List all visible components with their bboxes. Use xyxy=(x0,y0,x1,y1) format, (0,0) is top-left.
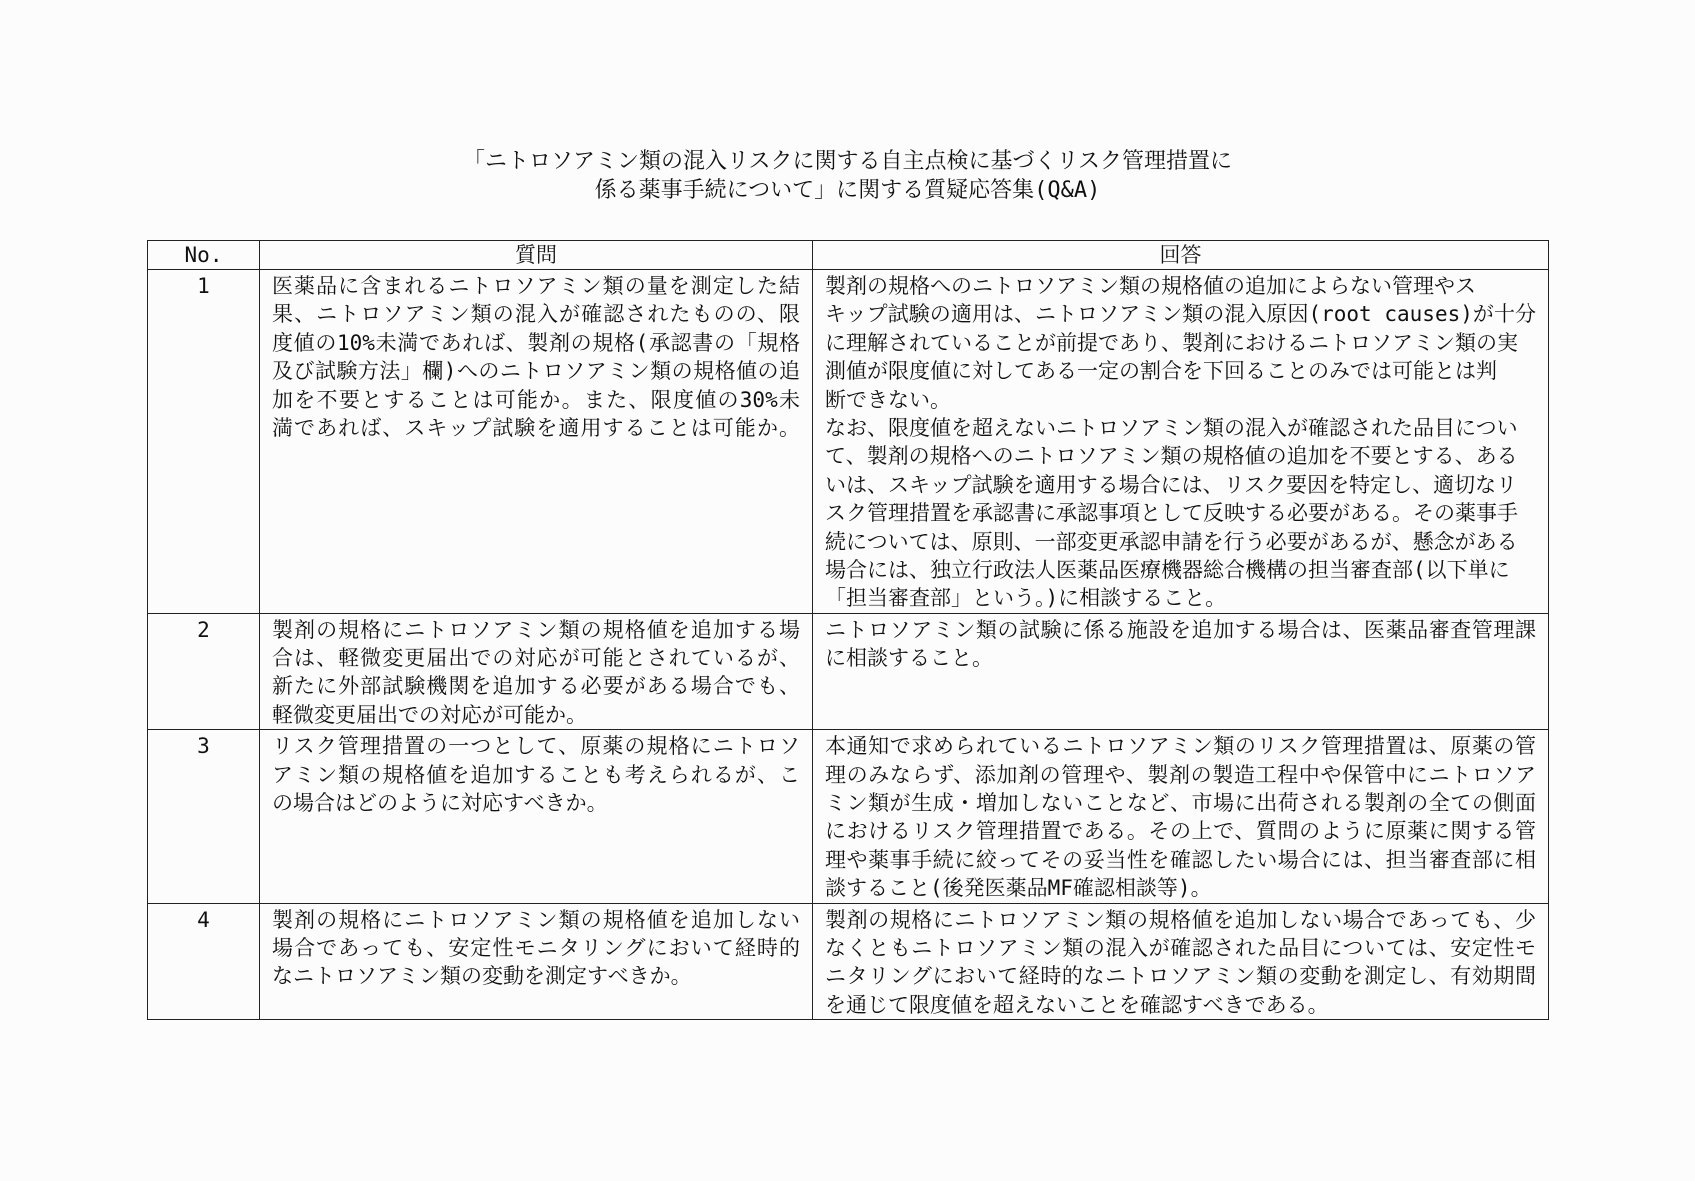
question-text-line: 医薬品に含まれるニトロソアミン類の量を測定した結 xyxy=(272,274,800,298)
answer-text-line: 続については、原則、一部変更承認申請を行う必要があるが、懸念がある xyxy=(825,529,1518,554)
row-number: 4 xyxy=(148,903,260,1020)
question-text-line: 製剤の規格にニトロソアミン類の規格値を追加する場 xyxy=(272,617,800,642)
answer-cell xyxy=(813,730,1549,903)
header-question: 質問 xyxy=(260,241,813,270)
table-header-row xyxy=(148,241,1549,270)
question-text-line: 度値の10%未満であれば、製剤の規格(承認書の「規格 xyxy=(272,330,800,355)
table-row xyxy=(148,730,1549,903)
question-cell xyxy=(260,270,813,614)
answer-text-line: ニトロソアミン類の試験に係る施設を追加する場合は、医薬品審査管理課 xyxy=(825,617,1536,642)
answer-text-line: なお、限度値を超えないニトロソアミン類の混入が確認された品目につい xyxy=(825,415,1518,440)
question-text-line: リスク管理措置の一つとして、原薬の規格にニトロソ xyxy=(272,734,800,759)
question-text-line: 場合であっても、安定性モニタリングにおいて経時的 xyxy=(272,935,800,960)
header-no: No. xyxy=(148,241,260,270)
answer-text-line: におけるリスク管理措置である。その上で、質問のように原薬に関する管 xyxy=(825,819,1536,844)
qa-table xyxy=(147,240,1549,1020)
question-text-line: 製剤の規格にニトロソアミン類の規格値を追加しない xyxy=(272,907,800,932)
table-row xyxy=(148,613,1549,730)
answer-text-line: を通じて限度値を超えないことを確認すべきである。 xyxy=(825,992,1329,1017)
question-cell xyxy=(260,903,813,1020)
row-number: 1 xyxy=(148,270,260,614)
question-text-line: の場合はどのように対応すべきか。 xyxy=(272,791,608,816)
answer-text-line: 理のみならず、添加剤の管理や、製剤の製造工程中や保管中にニトロソア xyxy=(825,762,1536,787)
answer-cell xyxy=(813,613,1549,730)
question-text-line: 加を不要とすることは可能か。また、限度値の30%未 xyxy=(272,387,800,412)
answer-text-line: ニタリングにおいて経時的なニトロソアミン類の変動を測定し、有効期間 xyxy=(825,964,1536,989)
answer-text-line: いは、スキップ試験を適用する場合には、リスク要因を特定し、適切なリ xyxy=(825,472,1518,497)
answer-text-line: に理解されていることが前提であり、製剤におけるニトロソアミン類の実 xyxy=(825,330,1518,355)
document-title-line-2: 係る薬事手続について」に関する質疑応答集(Q&A) xyxy=(594,178,1101,203)
answer-cell xyxy=(813,903,1549,1020)
row-number: 3 xyxy=(148,730,260,903)
answer-cell xyxy=(813,270,1549,614)
answer-text-line: なくともニトロソアミン類の混入が確認された品目については、安定性モ xyxy=(825,935,1536,960)
answer-text-line: 測値が限度値に対してある一定の割合を下回ることのみでは可能とは判 xyxy=(825,359,1497,384)
answer-text-line: ミン類が生成・増加しないことなど、市場に出荷される製剤の全ての側面 xyxy=(825,791,1536,816)
question-text-line: 満であれば、スキップ試験を適用することは可能か。 xyxy=(272,415,800,440)
answer-text-line: 断できない。 xyxy=(825,387,951,412)
answer-text-line: 場合には、独立行政法人医薬品医療機器総合機構の担当審査部(以下単に xyxy=(825,557,1510,582)
answer-text-line: て、製剤の規格へのニトロソアミン類の規格値の追加を不要とする、ある xyxy=(825,444,1518,469)
question-text-line: アミン類の規格値を追加することも考えられるが、こ xyxy=(272,762,800,787)
answer-text-line: 製剤の規格へのニトロソアミン類の規格値の追加によらない管理やス xyxy=(825,274,1476,298)
table-row xyxy=(148,903,1549,1020)
answer-text-line: 談すること(後発医薬品MF確認相談等)。 xyxy=(825,876,1212,901)
answer-text-line: 理や薬事手続に絞ってその妥当性を確認したい場合には、担当審査部に相 xyxy=(825,847,1536,872)
question-text-line: 軽微変更届出での対応が可能か。 xyxy=(272,702,587,727)
question-text-line: なニトロソアミン類の変動を測定すべきか。 xyxy=(272,964,692,989)
question-cell xyxy=(260,730,813,903)
question-cell xyxy=(260,613,813,730)
document-title-line-1: 「ニトロソアミン類の混入リスクに関する自主点検に基づくリスク管理措置に xyxy=(462,149,1233,174)
answer-text-line: スク管理措置を承認書に承認事項として反映する必要がある。その薬事手 xyxy=(825,501,1518,526)
answer-text-line: に相談すること。 xyxy=(825,646,993,671)
header-answer: 回答 xyxy=(813,241,1549,270)
answer-text-line: 「担当審査部」という。)に相談すること。 xyxy=(825,586,1227,611)
table-row xyxy=(148,270,1549,614)
question-text-line: 及び試験方法」欄)へのニトロソアミン類の規格値の追 xyxy=(272,359,800,384)
question-text-line: 果、ニトロソアミン類の混入が確認されたものの、限 xyxy=(272,302,800,327)
answer-text-line: キップ試験の適用は、ニトロソアミン類の混入原因(root causes)が十分 xyxy=(825,302,1536,327)
answer-text-line: 製剤の規格にニトロソアミン類の規格値を追加しない場合であっても、少 xyxy=(825,907,1536,932)
row-number: 2 xyxy=(148,613,260,730)
answer-text-line: 本通知で求められているニトロソアミン類のリスク管理措置は、原薬の管 xyxy=(825,734,1536,759)
question-text-line: 新たに外部試験機関を追加する必要がある場合でも、 xyxy=(272,674,800,699)
question-text-line: 合は、軽微変更届出での対応が可能とされているが、 xyxy=(272,646,800,671)
